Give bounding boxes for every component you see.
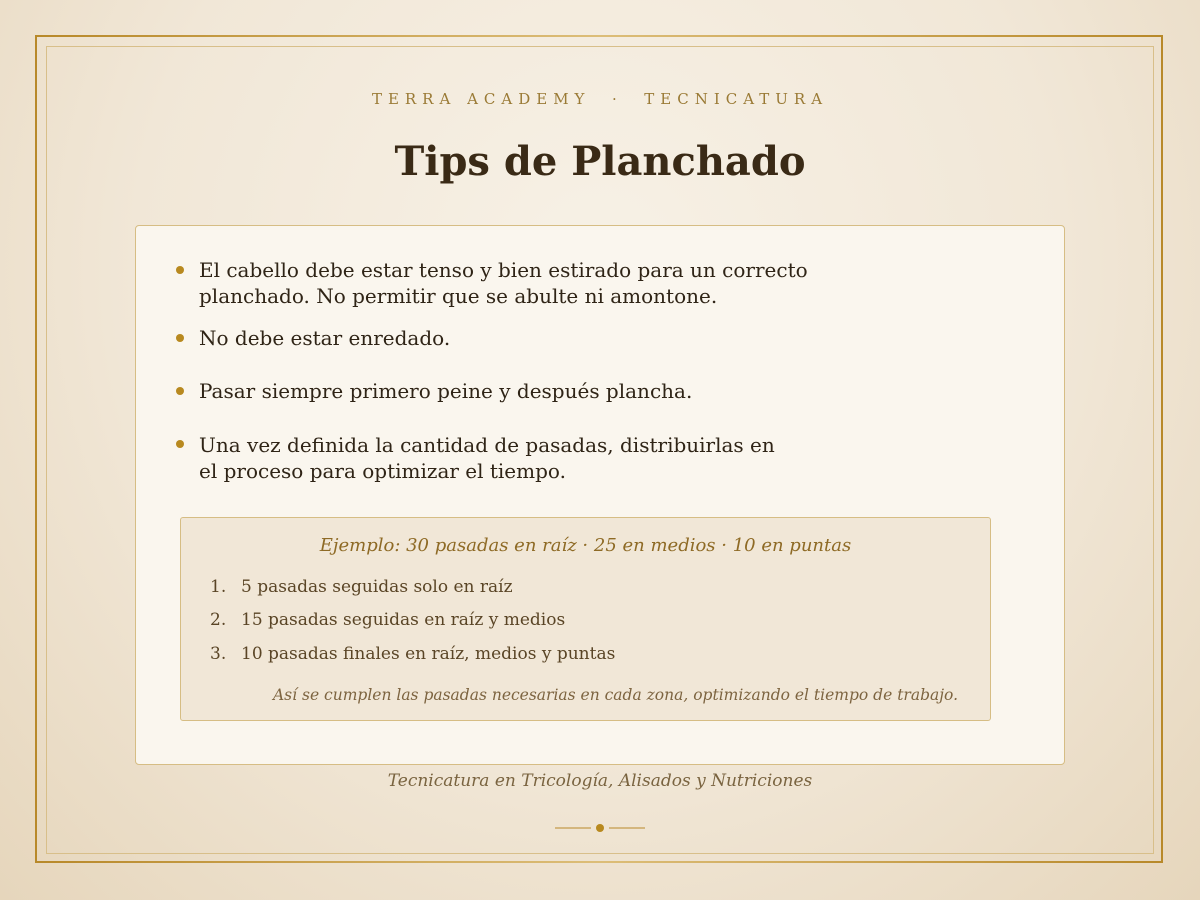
bullet-icon [176, 266, 184, 274]
bullet-icon [176, 334, 184, 342]
kicker: TERRA ACADEMY · TECNICATURA [371, 90, 829, 108]
tip-text: Una vez definida la cantidad de pasadas, distribuirlas en el proceso para optimizar el tiempo. [199, 433, 775, 483]
tips-card [135, 225, 1065, 765]
example-box [180, 517, 991, 721]
tip-text: Pasar siempre primero peine y después plancha. [199, 379, 693, 403]
tip-text: El cabello debe estar tenso y bien estirado para un correcto planchado. No permitir que se abulte ni amontone. [199, 258, 808, 308]
step-text: 5 pasadas seguidas solo en raíz [241, 577, 513, 597]
step-item [210, 610, 565, 630]
step-item [210, 577, 513, 597]
step-text: 10 pasadas finales en raíz, medios y puntas [241, 644, 616, 664]
example-note: Así se cumplen las pasadas necesarias en cada zona, optimizando el tiempo de trabajo. [272, 686, 959, 704]
footer-text: Tecnicatura en Tricología, Alisados y Nutriciones [387, 771, 813, 791]
example-title: Ejemplo: 30 pasadas en raíz · 25 en medios · 10 en puntas [319, 535, 852, 556]
tip-text: No debe estar enredado. [199, 326, 451, 350]
step-text: 15 pasadas seguidas en raíz y medios [241, 610, 566, 630]
step-item [210, 644, 615, 664]
step-number: 3. [210, 644, 227, 664]
step-number: 1. [210, 577, 227, 597]
page-title: Tips de Planchado [394, 138, 806, 185]
diamond-divider-icon [555, 823, 645, 833]
bullet-icon [176, 387, 184, 395]
bullet-icon [176, 440, 184, 448]
step-number: 2. [210, 610, 227, 630]
